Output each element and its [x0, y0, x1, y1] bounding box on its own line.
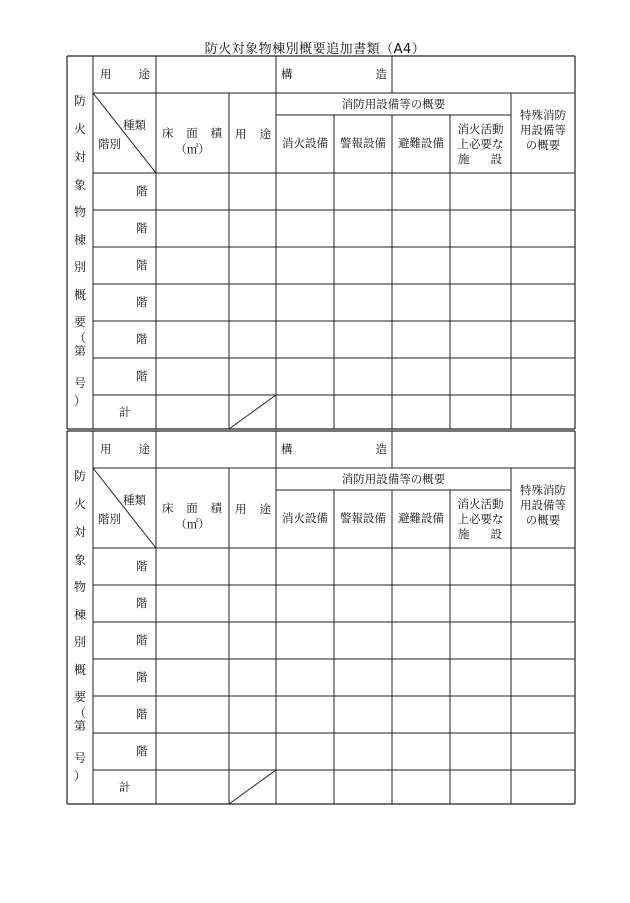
structure-label-char: 造 [375, 67, 387, 81]
floor-row-label: 階 [136, 257, 148, 272]
side-label-char: 象 [73, 553, 86, 567]
side-label-char: 棟 [73, 233, 86, 247]
side-label-char: 号 [73, 751, 86, 765]
structure-label-char: 構 [281, 67, 293, 81]
floor-row-label: 階 [136, 706, 148, 721]
floor-area-label-char: 面 [186, 501, 198, 515]
structure-label-char: 構 [281, 442, 293, 456]
side-label [67, 431, 93, 804]
side-label-char: 別 [73, 260, 86, 274]
side-label-char: 概 [73, 288, 86, 302]
structure-label [281, 442, 387, 457]
side-label-char: 要 [73, 315, 86, 329]
side-label-char: 別 [73, 635, 86, 649]
side-label [67, 56, 93, 429]
special-equipment-label: の概要 [525, 138, 561, 152]
header-use-label-char: 用 [235, 127, 247, 141]
side-label-char: 防 [73, 469, 86, 483]
floor-row-label: 階 [136, 183, 148, 198]
use-label [100, 442, 150, 457]
activity-label-last-char: 施 [458, 152, 470, 166]
floor-area-unit: （㎡） [175, 142, 210, 156]
equipment-overview-label: 消防用設備等の概要 [341, 97, 446, 111]
structure-label [281, 67, 387, 82]
special-equipment-label: 用設備等 [520, 498, 566, 512]
floor-row-label: 階 [136, 220, 148, 235]
side-label-char: 火 [73, 497, 86, 511]
activity-label-line: 上必要な [457, 512, 504, 526]
equipment-column-label: 消火設備 [282, 511, 328, 525]
floor-row-label: 階 [136, 669, 148, 684]
use-label-char: 用 [100, 442, 112, 456]
floor-area-label-char: 床 [162, 501, 174, 515]
kind-label: 種類 [123, 118, 146, 132]
header-diagonal [93, 93, 156, 173]
equipment-column-label: 避難設備 [398, 136, 444, 150]
header-use-label [235, 127, 271, 142]
floor-row-label: 階 [136, 595, 148, 610]
floor-label: 階別 [98, 137, 121, 151]
total-diagonal [229, 770, 276, 804]
side-label-char: 対 [73, 525, 86, 539]
floor-row-label: 階 [136, 632, 148, 647]
floor-area-label-char: 床 [162, 126, 174, 140]
equipment-column-label: 警報設備 [340, 511, 386, 525]
total-diagonal [229, 395, 276, 429]
activity-label-line: 消火活動 [457, 122, 504, 136]
floor-row-label: 階 [136, 368, 148, 383]
side-label-char: 物 [73, 580, 86, 594]
activity-label-line: 消火活動 [457, 497, 504, 511]
floor-row-label: 階 [136, 743, 148, 758]
side-label-char: 物 [73, 205, 86, 219]
side-label-char: 第 [73, 719, 86, 733]
floor-area-unit: （㎡） [175, 517, 210, 531]
activity-label-line: 上必要な [457, 137, 504, 151]
special-equipment-label: の概要 [525, 513, 561, 527]
special-equipment-label: 特殊消防 [520, 108, 566, 122]
side-label-char: 要 [73, 690, 86, 704]
activity-label-last-char: 施 [458, 527, 470, 541]
floor-area-label-char: 積 [210, 501, 222, 515]
side-label-char: 号 [73, 376, 86, 390]
side-label-char: 象 [73, 178, 86, 192]
use-label [100, 67, 150, 82]
header-use-label [235, 502, 271, 517]
header-use-label-char: 用 [235, 502, 247, 516]
floor-row-label: 階 [136, 331, 148, 346]
total-label: 計 [119, 780, 131, 794]
side-label-char: （ [73, 706, 86, 720]
side-label-char: ） [73, 769, 86, 783]
activity-label-last-char: 設 [490, 527, 502, 541]
activity-label-last-char: 設 [490, 152, 502, 166]
side-label-char: ） [73, 394, 86, 408]
floor-area-label [162, 126, 222, 141]
activity-label-last [458, 527, 502, 542]
floor-row-label: 階 [136, 294, 148, 309]
header-diagonal [93, 468, 156, 548]
structure-label-char: 造 [375, 442, 387, 456]
equipment-column-label: 消火設備 [282, 136, 328, 150]
floor-area-label-char: 積 [210, 126, 222, 140]
floor-area-label [162, 501, 222, 516]
special-equipment-label: 用設備等 [520, 123, 566, 137]
equipment-column-label: 避難設備 [398, 511, 444, 525]
kind-label: 種類 [123, 493, 146, 507]
use-label-char: 途 [138, 67, 150, 81]
floor-row-label: 階 [136, 558, 148, 573]
equipment-overview-label: 消防用設備等の概要 [341, 472, 446, 486]
side-label-char: 概 [73, 663, 86, 677]
side-label-char: （ [73, 331, 86, 345]
use-label-char: 途 [138, 442, 150, 456]
header-use-label-char: 途 [259, 502, 271, 516]
total-label: 計 [119, 405, 131, 419]
side-label-char: 第 [73, 344, 86, 358]
floor-label: 階別 [98, 512, 121, 526]
side-label-char: 棟 [73, 608, 86, 622]
use-label-char: 用 [100, 67, 112, 81]
side-label-char: 防 [73, 94, 86, 108]
header-use-label-char: 途 [259, 127, 271, 141]
form-title: 防火対象物棟別概要追加書類（A4） [204, 42, 426, 57]
equipment-column-label: 警報設備 [340, 136, 386, 150]
side-label-char: 対 [73, 150, 86, 164]
activity-label-last [458, 152, 502, 167]
side-label-char: 火 [73, 122, 86, 136]
special-equipment-label: 特殊消防 [520, 483, 566, 497]
floor-area-label-char: 面 [186, 126, 198, 140]
